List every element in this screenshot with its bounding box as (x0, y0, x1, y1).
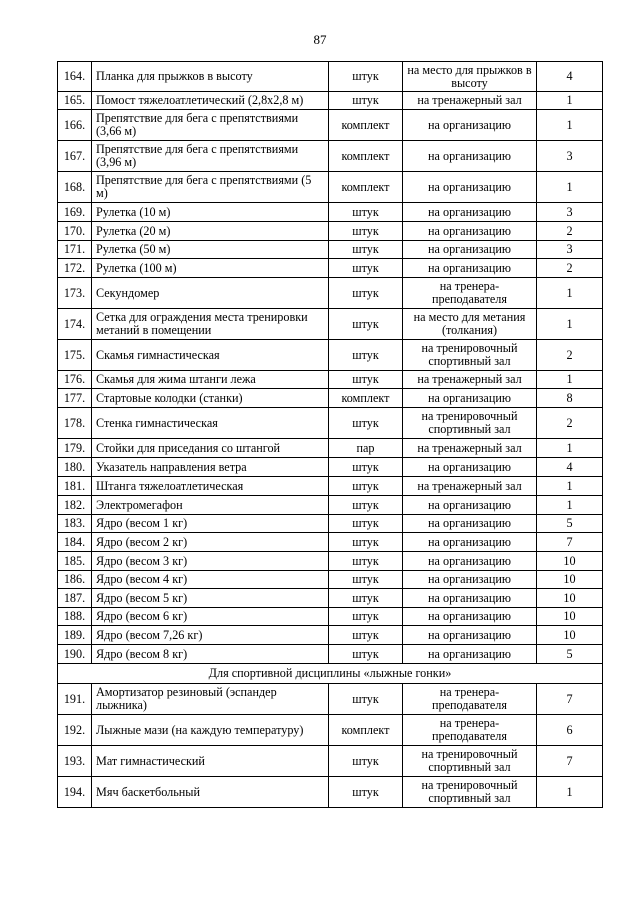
item-name: Планка для прыжков в высоту (92, 62, 329, 92)
quantity: 5 (537, 515, 603, 533)
item-name: Препятствие для бега с препятствиями (3,96 м) (92, 141, 329, 172)
item-name: Электромегафон (92, 496, 329, 515)
allocation: на организацию (403, 571, 537, 589)
row-number: 191. (58, 684, 92, 715)
allocation: на тренажерный зал (403, 371, 537, 389)
item-name: Ядро (весом 5 кг) (92, 589, 329, 608)
row-number: 185. (58, 552, 92, 571)
unit-of-measure: штук (329, 371, 403, 389)
row-number: 167. (58, 141, 92, 172)
quantity: 1 (537, 477, 603, 496)
allocation: на организацию (403, 389, 537, 408)
table-row (58, 608, 603, 626)
item-name: Ядро (весом 3 кг) (92, 552, 329, 571)
unit-of-measure: штук (329, 645, 403, 664)
item-name: Скамья гимнастическая (92, 340, 329, 371)
table-row (58, 141, 603, 172)
table-row (58, 203, 603, 222)
quantity: 7 (537, 746, 603, 777)
row-number: 176. (58, 371, 92, 389)
item-name: Стенка гимнастическая (92, 408, 329, 439)
quantity: 5 (537, 645, 603, 664)
quantity: 10 (537, 626, 603, 645)
quantity: 1 (537, 496, 603, 515)
row-number: 183. (58, 515, 92, 533)
item-name: Рулетка (50 м) (92, 241, 329, 259)
table-row (58, 777, 603, 808)
equipment-table-body (58, 62, 603, 808)
quantity: 1 (537, 172, 603, 203)
allocation: на тренажерный зал (403, 92, 537, 110)
row-number: 193. (58, 746, 92, 777)
unit-of-measure: штук (329, 340, 403, 371)
item-name: Ядро (весом 7,26 кг) (92, 626, 329, 645)
table-row (58, 571, 603, 589)
quantity: 1 (537, 278, 603, 309)
row-number: 192. (58, 715, 92, 746)
table-row (58, 92, 603, 110)
row-number: 181. (58, 477, 92, 496)
quantity: 2 (537, 259, 603, 278)
allocation: на организацию (403, 141, 537, 172)
quantity: 1 (537, 777, 603, 808)
allocation: на организацию (403, 241, 537, 259)
unit-of-measure: штук (329, 552, 403, 571)
unit-of-measure: штук (329, 222, 403, 241)
quantity: 3 (537, 241, 603, 259)
item-name: Мат гимнастический (92, 746, 329, 777)
row-number: 186. (58, 571, 92, 589)
row-number: 189. (58, 626, 92, 645)
unit-of-measure: комплект (329, 172, 403, 203)
allocation: на организацию (403, 172, 537, 203)
allocation: на организацию (403, 626, 537, 645)
row-number: 178. (58, 408, 92, 439)
row-number: 175. (58, 340, 92, 371)
row-number: 165. (58, 92, 92, 110)
quantity: 1 (537, 110, 603, 141)
unit-of-measure: штук (329, 92, 403, 110)
row-number: 188. (58, 608, 92, 626)
unit-of-measure: комплект (329, 389, 403, 408)
allocation: на тренировочный спортивный зал (403, 777, 537, 808)
unit-of-measure: штук (329, 259, 403, 278)
equipment-table (57, 61, 603, 808)
item-name: Стойки для приседания со штангой (92, 439, 329, 458)
allocation: на организацию (403, 552, 537, 571)
row-number: 180. (58, 458, 92, 477)
quantity: 2 (537, 340, 603, 371)
unit-of-measure: комплект (329, 110, 403, 141)
unit-of-measure: штук (329, 777, 403, 808)
item-name: Сетка для ограждения места тренировки метаний в помещении (92, 309, 329, 340)
table-row (58, 259, 603, 278)
table-row (58, 62, 603, 92)
item-name: Рулетка (100 м) (92, 259, 329, 278)
table-row (58, 241, 603, 259)
table-row (58, 684, 603, 715)
row-number: 170. (58, 222, 92, 241)
unit-of-measure: штук (329, 62, 403, 92)
row-number: 173. (58, 278, 92, 309)
item-name: Препятствие для бега с препятствиями (3,66 м) (92, 110, 329, 141)
quantity: 3 (537, 203, 603, 222)
item-name: Рулетка (10 м) (92, 203, 329, 222)
unit-of-measure: комплект (329, 715, 403, 746)
row-number: 184. (58, 533, 92, 552)
quantity: 1 (537, 92, 603, 110)
unit-of-measure: штук (329, 626, 403, 645)
section-title: Для спортивной дисциплины «лыжные гонки» (58, 664, 603, 684)
row-number: 177. (58, 389, 92, 408)
allocation: на организацию (403, 496, 537, 515)
table-row (58, 309, 603, 340)
allocation: на тренера-преподавателя (403, 715, 537, 746)
table-row (58, 408, 603, 439)
item-name: Штанга тяжелоатлетическая (92, 477, 329, 496)
unit-of-measure: штук (329, 589, 403, 608)
table-row (58, 222, 603, 241)
row-number: 174. (58, 309, 92, 340)
allocation: на тренировочный спортивный зал (403, 408, 537, 439)
table-row (58, 746, 603, 777)
table-row (58, 340, 603, 371)
row-number: 171. (58, 241, 92, 259)
row-number: 190. (58, 645, 92, 664)
row-number: 169. (58, 203, 92, 222)
unit-of-measure: штук (329, 408, 403, 439)
unit-of-measure: штук (329, 477, 403, 496)
item-name: Ядро (весом 1 кг) (92, 515, 329, 533)
row-number: 168. (58, 172, 92, 203)
unit-of-measure: штук (329, 496, 403, 515)
allocation: на организацию (403, 259, 537, 278)
table-row (58, 477, 603, 496)
table-row (58, 110, 603, 141)
unit-of-measure: штук (329, 309, 403, 340)
quantity: 10 (537, 552, 603, 571)
row-number: 194. (58, 777, 92, 808)
row-number: 182. (58, 496, 92, 515)
table-row (58, 371, 603, 389)
quantity: 1 (537, 439, 603, 458)
quantity: 10 (537, 608, 603, 626)
allocation: на тренировочный спортивный зал (403, 340, 537, 371)
item-name: Помост тяжелоатлетический (2,8х2,8 м) (92, 92, 329, 110)
allocation: на организацию (403, 533, 537, 552)
item-name: Ядро (весом 4 кг) (92, 571, 329, 589)
quantity: 7 (537, 533, 603, 552)
quantity: 3 (537, 141, 603, 172)
unit-of-measure: комплект (329, 141, 403, 172)
unit-of-measure: штук (329, 278, 403, 309)
quantity: 6 (537, 715, 603, 746)
unit-of-measure: штук (329, 241, 403, 259)
allocation: на место для прыжков в высоту (403, 62, 537, 92)
allocation: на организацию (403, 515, 537, 533)
row-number: 179. (58, 439, 92, 458)
item-name: Ядро (весом 6 кг) (92, 608, 329, 626)
table-row (58, 589, 603, 608)
quantity: 10 (537, 571, 603, 589)
table-row (58, 172, 603, 203)
unit-of-measure: штук (329, 458, 403, 477)
item-name: Мяч баскетбольный (92, 777, 329, 808)
item-name: Ядро (весом 8 кг) (92, 645, 329, 664)
row-number: 172. (58, 259, 92, 278)
allocation: на организацию (403, 222, 537, 241)
table-row (58, 533, 603, 552)
item-name: Лыжные мази (на каждую температуру) (92, 715, 329, 746)
allocation: на тренера-преподавателя (403, 278, 537, 309)
table-row (58, 389, 603, 408)
allocation: на место для метания (толкания) (403, 309, 537, 340)
table-row (58, 458, 603, 477)
allocation: на организацию (403, 203, 537, 222)
quantity: 1 (537, 371, 603, 389)
allocation: на организацию (403, 110, 537, 141)
table-row (58, 626, 603, 645)
table-row (58, 515, 603, 533)
quantity: 8 (537, 389, 603, 408)
table-row (58, 496, 603, 515)
unit-of-measure: штук (329, 515, 403, 533)
unit-of-measure: пар (329, 439, 403, 458)
table-row (58, 715, 603, 746)
table-row (58, 439, 603, 458)
allocation: на тренировочный спортивный зал (403, 746, 537, 777)
allocation: на организацию (403, 589, 537, 608)
allocation: на тренера-преподавателя (403, 684, 537, 715)
quantity: 1 (537, 309, 603, 340)
quantity: 7 (537, 684, 603, 715)
allocation: на организацию (403, 608, 537, 626)
allocation: на организацию (403, 645, 537, 664)
section-row (58, 664, 603, 684)
item-name: Скамья для жима штанги лежа (92, 371, 329, 389)
item-name: Амортизатор резиновый (эспандер лыжника) (92, 684, 329, 715)
page-number: 87 (313, 32, 327, 47)
quantity: 2 (537, 408, 603, 439)
item-name: Ядро (весом 2 кг) (92, 533, 329, 552)
item-name: Секундомер (92, 278, 329, 309)
quantity: 2 (537, 222, 603, 241)
unit-of-measure: штук (329, 533, 403, 552)
item-name: Препятствие для бега с препятствиями (5 м) (92, 172, 329, 203)
unit-of-measure: штук (329, 203, 403, 222)
item-name: Рулетка (20 м) (92, 222, 329, 241)
allocation: на тренажерный зал (403, 477, 537, 496)
allocation: на тренажерный зал (403, 439, 537, 458)
unit-of-measure: штук (329, 571, 403, 589)
unit-of-measure: штук (329, 684, 403, 715)
unit-of-measure: штук (329, 746, 403, 777)
item-name: Указатель направления ветра (92, 458, 329, 477)
table-row (58, 552, 603, 571)
quantity: 4 (537, 458, 603, 477)
item-name: Стартовые колодки (станки) (92, 389, 329, 408)
unit-of-measure: штук (329, 608, 403, 626)
row-number: 166. (58, 110, 92, 141)
quantity: 10 (537, 589, 603, 608)
quantity: 4 (537, 62, 603, 92)
allocation: на организацию (403, 458, 537, 477)
table-row (58, 278, 603, 309)
row-number: 164. (58, 62, 92, 92)
row-number: 187. (58, 589, 92, 608)
table-row (58, 645, 603, 664)
